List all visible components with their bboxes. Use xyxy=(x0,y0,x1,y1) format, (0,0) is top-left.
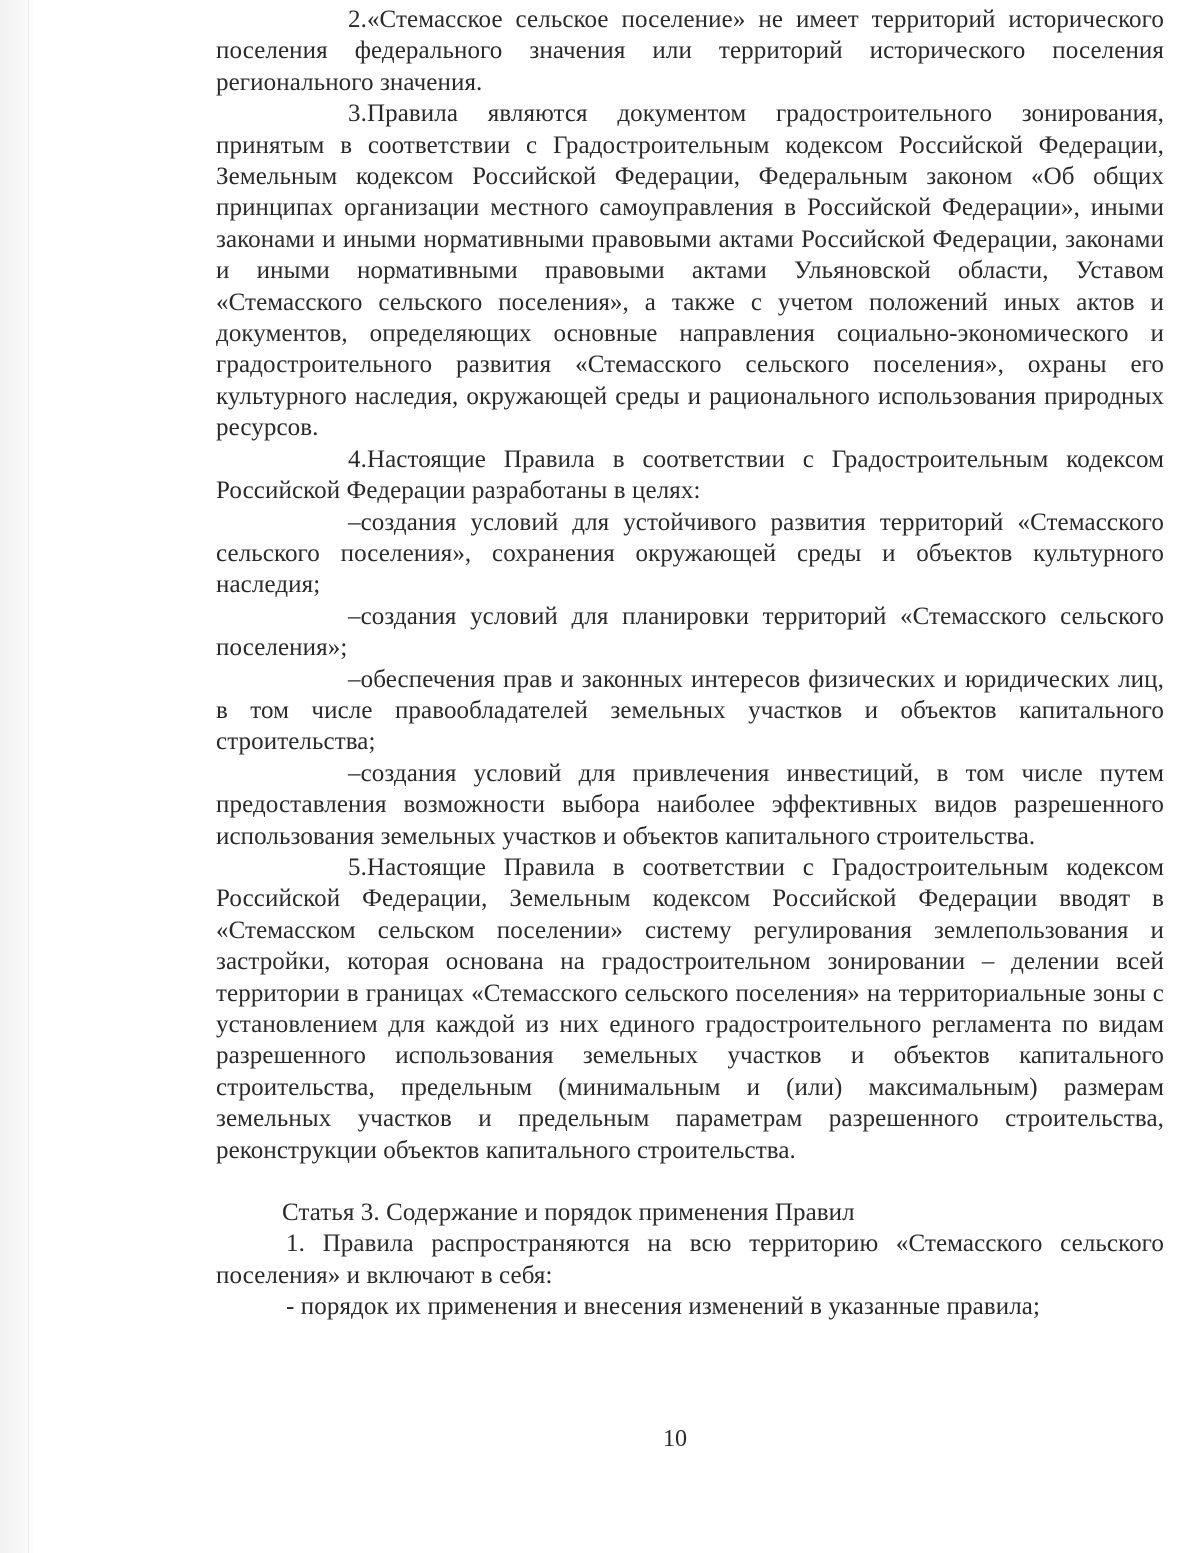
list-dash: – xyxy=(348,508,361,536)
list-item xyxy=(216,758,1164,852)
paragraph-number: 5. xyxy=(348,853,367,881)
scan-edge-shadow xyxy=(0,0,36,1553)
paragraph-4 xyxy=(216,444,1164,507)
list-dash: – xyxy=(348,665,361,693)
list-item xyxy=(216,601,1164,664)
scan-edge-line xyxy=(28,0,29,1553)
paragraph-number: 4. xyxy=(348,445,367,473)
list-item xyxy=(216,664,1164,758)
paragraph-text: Правила являются документом градостроительного зонирования, принятым в соответствии с Градостроительным кодексом Российской Федерации, Земельным кодексом Российской Федерации, Федеральным законом «Об общих принципах организации местного самоуправления в Российской Федерации», иными законами и иными нормативными правовыми актами Российской Федерации, законами и иными нормативными правовыми актами Ульяновской области, Уставом «Стемасского сельского поселения», а также с учетом положений иных актов и документов, определяющих основные направления социально-экономического и градостроительного развития «Стемасского сельского поселения», охраны его культурного наследия, окружающей среды и рационального использования природных ресурсов. xyxy=(216,100,1164,442)
list-dash: – xyxy=(348,759,361,787)
list-item-text: создания условий для устойчивого развития территорий «Стемасского сельского поселения», сохранения окружающей среды и объектов культурного наследия; xyxy=(216,508,1164,599)
section-spacer xyxy=(216,1166,1164,1197)
list-dash: – xyxy=(348,602,361,630)
article-title: Статья 3. Содержание и порядок применения Правил xyxy=(282,1199,855,1227)
list-item xyxy=(216,507,1164,601)
paragraph-3 xyxy=(216,98,1164,443)
paragraph-text: Настоящие Правила в соответствии с Градостроительным кодексом Российской Федерации разработаны в целях: xyxy=(216,445,1164,505)
paragraph-5 xyxy=(216,852,1164,1166)
article-list-item: - порядок их применения и внесения изменений в указанные правила; xyxy=(286,1293,1041,1321)
paragraph-text: Настоящие Правила в соответствии с Градостроительным кодексом Российской Федерации, Земельным кодексом Российской Федерации вводят в «Стемасском сельском поселении» систему регулирования землепользования и застройки, которая основана на градостроительном зонировании – делении всей территории в границах «Стемасского сельского поселения» на территориальные зоны с установлением для каждой из них единого градостроительного регламента по видам разрешенного использования земельных участков и объектов капитального строительства, предельным (минимальным и (или) максимальным) размерам земельных участков и предельным параметрам разрешенного строительства, реконструкции объектов капитального строительства. xyxy=(216,853,1164,1164)
page-number: 10 xyxy=(663,1426,687,1452)
list-item-text: обеспечения прав и законных интересов физических и юридических лиц, в том числе правообладателей земельных участков и объектов капитального строительства; xyxy=(216,665,1164,756)
document-page xyxy=(216,4,1164,1323)
paragraph-number: 3. xyxy=(348,100,367,128)
paragraph-text: «Стемасское сельское поселение» не имеет территорий исторического поселения федерального значения или территорий исторического поселения регионального значения. xyxy=(216,6,1164,96)
list-item-text: создания условий для привлечения инвестиций, в том числе путем предоставления возможности выбора наиболее эффективных видов разрешенного использования земельных участков и объектов капитального строительства. xyxy=(216,759,1164,850)
paragraph-number: 2. xyxy=(348,6,367,33)
article-paragraph-1: 1. Правила распространяются на всю территорию «Стемасского сельского поселения» и включают в себя: xyxy=(216,1230,1164,1289)
paragraph-2 xyxy=(216,4,1164,98)
list-item-text: создания условий для планировки территорий «Стемасского сельского поселения»; xyxy=(216,602,1164,662)
